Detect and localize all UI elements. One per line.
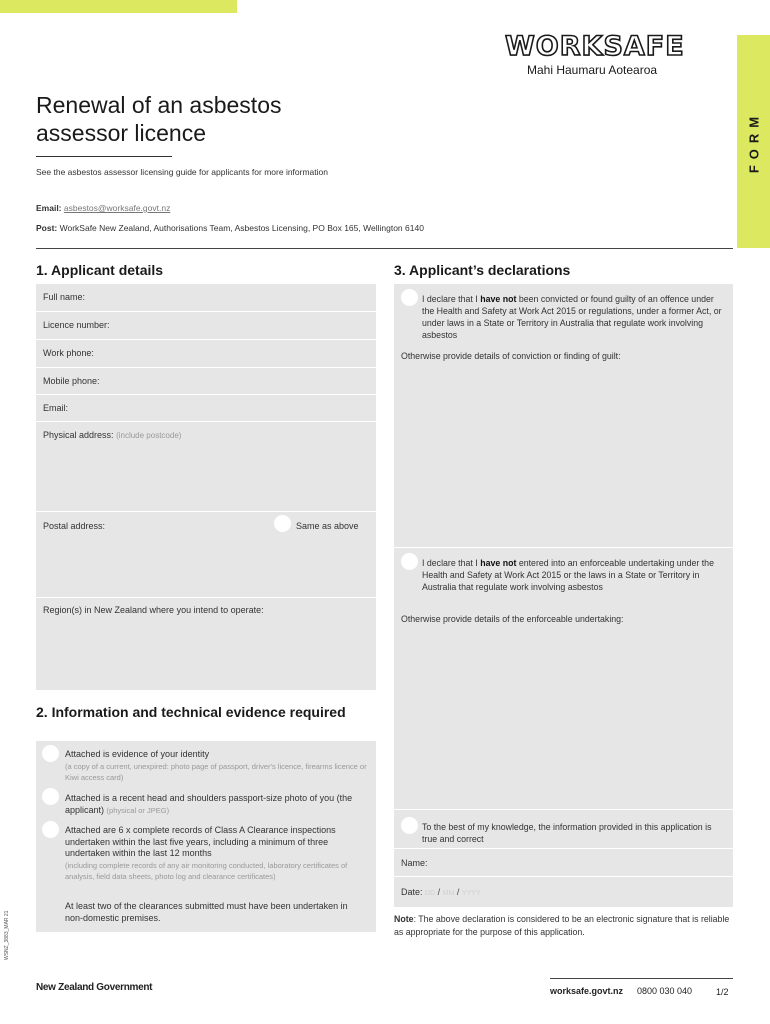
- undertaking-checkbox[interactable]: [401, 553, 418, 570]
- footer-divider: [550, 978, 733, 979]
- name-label: Name:: [401, 858, 428, 868]
- truth-text: To the best of my knowledge, the information provided in this application is true and correct: [422, 822, 712, 844]
- form-tab-label: FORM: [746, 110, 761, 173]
- footer-website[interactable]: worksafe.govt.nz: [550, 986, 624, 996]
- top-accent-bar: [0, 0, 237, 13]
- identity-text: Attached is evidence of your identity: [65, 749, 210, 759]
- undertaking-declaration: [394, 548, 733, 810]
- nz-government-logo: New Zealand Government: [36, 982, 153, 993]
- same-as-above-label: Same as above: [296, 521, 359, 531]
- identity-item: [65, 749, 370, 783]
- postal-address-label: Postal address:: [43, 521, 106, 531]
- contact-post: [36, 223, 424, 233]
- name-field[interactable]: [394, 849, 733, 877]
- licence-number-field[interactable]: [36, 312, 376, 340]
- clearance-text: Attached are 6 x complete records of Class A Clearance inspections undertaken within the last five years, including a minimum of three undertaken within the last 12 months: [65, 825, 336, 858]
- page-title: Renewal of an asbestos assessor licence: [36, 92, 282, 146]
- identity-checkbox[interactable]: [42, 745, 59, 762]
- date-year[interactable]: YYYY: [461, 890, 481, 897]
- truth-declaration: [394, 810, 733, 849]
- conviction-declaration: [394, 284, 733, 548]
- date-day[interactable]: DD: [425, 890, 436, 897]
- undertaking-details-label: Otherwise provide details of the enforceable undertaking:: [401, 614, 624, 624]
- footer-phone: 0800 030 040: [637, 986, 693, 996]
- form-tab: [737, 35, 770, 248]
- email-label: Email:: [43, 403, 69, 413]
- truth-checkbox[interactable]: [401, 817, 418, 834]
- date-separator-1: /: [437, 887, 441, 897]
- mobile-phone-label: Mobile phone:: [43, 376, 100, 386]
- work-phone-label: Work phone:: [43, 348, 94, 358]
- physical-address-label: [43, 430, 181, 440]
- section1-heading: 1. Applicant details: [36, 262, 164, 278]
- identity-hint: (a copy of a current, unexpired: photo page of passport, driver's licence, firearms licence or Kiwi access card): [65, 761, 367, 782]
- email-label: Email:: [36, 203, 62, 213]
- physical-address-hint: (include postcode): [116, 431, 182, 440]
- email-field[interactable]: [36, 395, 376, 422]
- conviction-details-label: Otherwise provide details of conviction or finding of guilt:: [401, 351, 621, 361]
- same-as-above-checkbox[interactable]: [274, 515, 291, 532]
- clearance-item: [65, 825, 350, 882]
- regions-label: Region(s) in New Zealand where you intend to operate:: [43, 605, 264, 615]
- physical-address-text: Physical address:: [43, 430, 114, 440]
- signature-note: [394, 913, 739, 939]
- licence-number-label: Licence number:: [43, 320, 110, 330]
- post-label: Post:: [36, 223, 58, 233]
- evidence-panel: [36, 741, 376, 932]
- photo-text: Attached is a recent head and shoulders passport-size photo of you (the applicant): [65, 793, 353, 815]
- logo-tagline: Mahi Haumaru Aotearoa: [527, 63, 658, 77]
- date-month[interactable]: MM: [442, 890, 455, 897]
- photo-item: [65, 793, 365, 816]
- clearance-note: At least two of the clearances submitted must have been undertaken in non-domestic premises.: [65, 901, 348, 923]
- undertaking-text-pre: I declare that I: [422, 558, 478, 568]
- email-link[interactable]: asbestos@worksafe.govt.nz: [63, 203, 171, 213]
- undertaking-text-bold: have not: [480, 558, 517, 568]
- date-field[interactable]: [394, 877, 733, 907]
- physical-address-field[interactable]: [36, 422, 376, 512]
- date-separator-2: /: [456, 887, 460, 897]
- clearance-checkbox[interactable]: [42, 821, 59, 838]
- photo-hint: (physical or JPEG): [106, 805, 170, 815]
- note-label: Note: [394, 914, 414, 924]
- regions-field[interactable]: [36, 598, 376, 690]
- note-text: : The above declaration is considered to be an electronic signature that is reliable as appropriate for the purpose of this application.: [394, 914, 730, 937]
- guide-text: See the asbestos assessor licensing guide for applicants for more information: [36, 167, 328, 177]
- post-address: WorkSafe New Zealand, Authorisations Team, Asbestos Licensing, PO Box 165, Wellington 6140: [59, 223, 424, 233]
- header-divider: [36, 248, 733, 249]
- conviction-text-pre: I declare that I: [422, 294, 478, 304]
- conviction-text-post: been convicted or found guilty of an offence under the Health and Safety at Work Act 2015 or regulations, under a former Act, or under laws in a State or Territory in Australia that regulate work involving asbestos: [422, 294, 722, 340]
- photo-checkbox[interactable]: [42, 788, 59, 805]
- contact-email: [36, 203, 170, 213]
- conviction-checkbox[interactable]: [401, 289, 418, 306]
- undertaking-text: [422, 557, 717, 593]
- declarations-panel: [394, 284, 733, 907]
- date-label-text: Date:: [401, 887, 423, 897]
- worksafe-logo: [505, 32, 705, 77]
- full-name-field[interactable]: [36, 284, 376, 312]
- applicant-details-panel: [36, 284, 376, 690]
- undertaking-text-post: entered into an enforceable undertaking under the Health and Safety at Work Act 2015 or the laws in a State or Territory in Australia that regulate work involving asbestos: [422, 558, 714, 592]
- logo-wordmark: WORKSAFE: [505, 31, 685, 62]
- section2-heading: 2. Information and technical evidence required: [36, 704, 346, 720]
- section3-heading: 3. Applicant’s declarations: [394, 262, 571, 278]
- page-number: 1/2: [716, 987, 729, 997]
- clearance-hint: (including complete records of any air monitoring conducted, laboratory certificates of analysis, field data sheets, photo log and clearance certificates): [65, 860, 348, 881]
- title-divider: [36, 156, 172, 157]
- mobile-phone-field[interactable]: [36, 368, 376, 395]
- full-name-label: Full name:: [43, 292, 86, 302]
- conviction-text: [422, 293, 722, 341]
- form-code: WSNZ_3883_MAR 21: [4, 910, 10, 960]
- date-label: [401, 887, 481, 897]
- work-phone-field[interactable]: [36, 340, 376, 368]
- conviction-text-bold: have not: [480, 294, 517, 304]
- postal-address-field[interactable]: [36, 512, 376, 598]
